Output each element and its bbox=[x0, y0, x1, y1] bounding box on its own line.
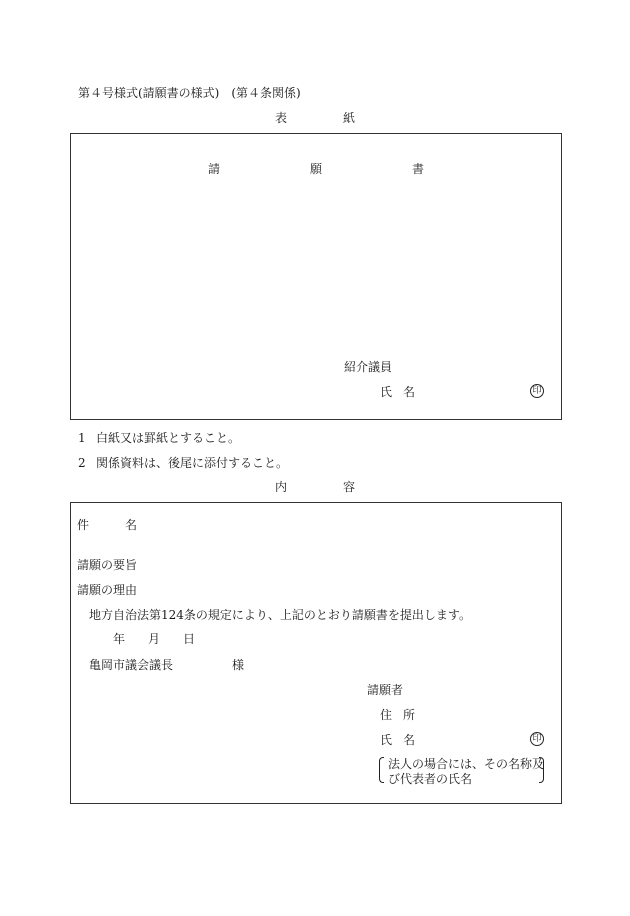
cover-box bbox=[70, 133, 562, 420]
cover-name-label-part1: 氏 bbox=[380, 385, 393, 399]
note-text: 白紙又は罫紙とすること。 bbox=[96, 431, 241, 445]
content-heading-part1: 内 bbox=[275, 480, 288, 494]
petitioner-name-label-part2: 名 bbox=[403, 733, 416, 747]
subject-label-part2: 名 bbox=[125, 518, 138, 532]
address-label-part2: 所 bbox=[403, 708, 416, 722]
note-number: 1 bbox=[78, 431, 86, 445]
right-bracket-icon bbox=[539, 757, 544, 783]
petitioner-label: 請願者 bbox=[367, 683, 404, 697]
content-heading-part2: 容 bbox=[343, 480, 356, 494]
cover-title-char-1: 請 bbox=[208, 162, 221, 176]
left-bracket-icon bbox=[379, 757, 384, 783]
date-month-label: 月 bbox=[148, 632, 161, 646]
date-year-label: 年 bbox=[113, 632, 126, 646]
form-title: 第４号様式(請願書の様式) (第４条関係) bbox=[78, 86, 301, 100]
summary-label: 請願の要旨 bbox=[77, 558, 138, 572]
petitioner-name-label-part1: 氏 bbox=[380, 733, 393, 747]
cover-heading-part2: 紙 bbox=[343, 111, 356, 125]
seal-icon: 印 bbox=[530, 384, 544, 398]
date-day-label: 日 bbox=[183, 632, 196, 646]
note-text: 関係資料は、後尾に添付すること。 bbox=[96, 456, 289, 470]
reason-label: 請願の理由 bbox=[77, 583, 138, 597]
address-label-part1: 住 bbox=[380, 708, 393, 722]
cover-name-label-part2: 名 bbox=[403, 385, 416, 399]
corporate-note-line-2: び代表者の氏名 bbox=[388, 772, 473, 786]
cover-title-char-2: 願 bbox=[310, 162, 323, 176]
corporate-note-line-1: 法人の場合には、その名称及 bbox=[388, 757, 545, 771]
submission-statement: 地方自治法第124条の規定により、上記のとおり請願書を提出します。 bbox=[89, 608, 471, 622]
introducer-label: 紹介議員 bbox=[344, 360, 393, 374]
addressee-honorific: 様 bbox=[232, 658, 245, 672]
cover-heading-part1: 表 bbox=[275, 111, 288, 125]
addressee: 亀岡市議会議長 bbox=[89, 658, 174, 672]
seal-icon: 印 bbox=[530, 732, 544, 746]
cover-title-char-3: 書 bbox=[412, 162, 425, 176]
note-number: 2 bbox=[78, 456, 86, 470]
subject-label-part1: 件 bbox=[77, 518, 90, 532]
